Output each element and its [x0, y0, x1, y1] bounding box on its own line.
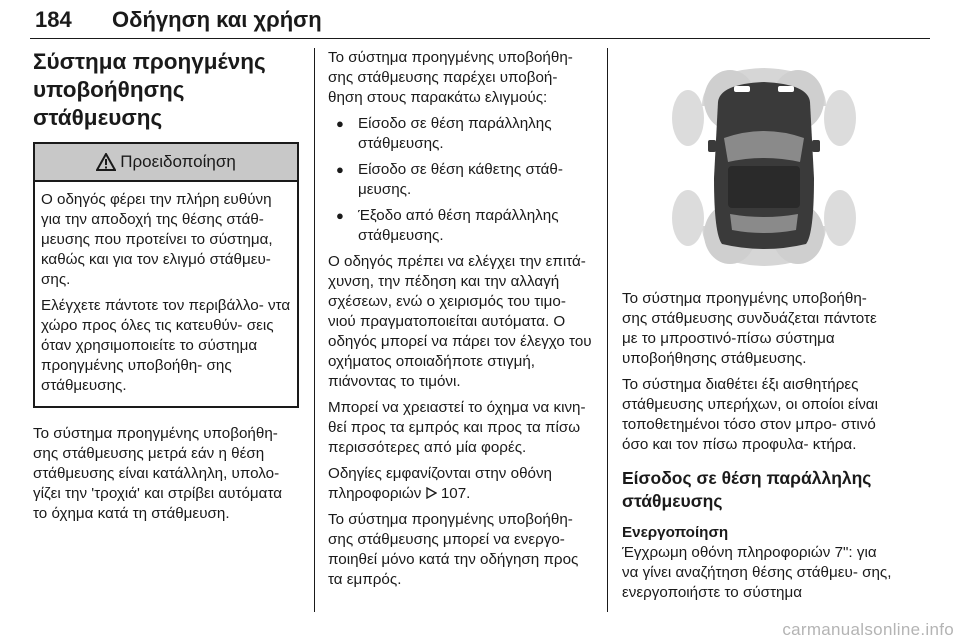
body-paragraph: Το σύστημα προηγμένης υποβοήθη- σης στάθμευσης μπορεί να ενεργο- ποιηθεί μόνο κατά την οδήγηση προς τα εμπρός. — [328, 511, 579, 588]
body-paragraph: Το σύστημα προηγμένης υποβοήθη- σης στάθμευσης συνδυάζεται πάντοτε με το μπροστινό-πίσω σύστημα υποβοήθησης στάθμευσης. — [622, 290, 877, 367]
body-paragraph: Ο οδηγός πρέπει να ελέγχει την επιτά- χυνση, την πέδηση και την αλλαγή σχέσεων, ενώ ο χειρισμός του τιμο- νιού πραγματοποιείται αυτόματα. Ο οδηγός μπορεί να πάρει τον έλεγχο του οχήματος οποιαδήποτε στιγμή, πιάνοντας το τιμόνι. — [328, 253, 592, 390]
warning-paragraph: Ελέγχετε πάντοτε τον περιβάλλο- ντα χώρο προς όλες τις κατευθύν- σεις όταν χρησιμοποιείτε το σύστημα προηγμένης υποβοήθη- σης στάθμευσης. — [41, 297, 291, 394]
list-item: ● Έξοδο από θέση παράλληλης στάθμευσης. — [328, 206, 592, 246]
list-item: ● Είσοδο σε θέση παράλληλης στάθμευσης. — [328, 114, 592, 154]
column-2 — [328, 48, 592, 596]
column-3 — [622, 289, 892, 609]
warning-paragraph: Ο οδηγός φέρει την πλήρη ευθύνη για την αποδοχή της θέσης στάθ- μευσης που προτείνει το σύστημα, καθώς και για τον ελιγμό στάθμευ- σης. — [41, 191, 273, 288]
maneuver-list — [328, 114, 592, 246]
page-reference-link[interactable]: 107. — [440, 485, 471, 502]
warning-box — [33, 142, 299, 408]
intro-paragraph: Το σύστημα προηγμένης υποβοήθη- σης στάθμευσης παρέχει υποβοή- θηση στους παρακάτω ελιγμούς: — [328, 49, 573, 106]
running-title: Οδήγηση και χρήση — [112, 7, 322, 32]
subsection-title: Είσοδος σε θέση παράλληλης στάθμευσης — [622, 468, 872, 511]
warning-body — [35, 182, 297, 406]
body-paragraph-reference — [328, 464, 592, 504]
minor-title: Ενεργοποίηση — [622, 524, 729, 541]
watermark: carmanualsonline.info — [782, 620, 954, 639]
body-paragraph: Έγχρωμη οθόνη πληροφοριών 7": για να γίνει αναζήτηση θέσης στάθμευ- σης, ενεργοποιήστε το σύστημα — [622, 544, 892, 601]
column-1 — [33, 48, 299, 530]
body-paragraph: Μπορεί να χρειαστεί το όχημα να κινη- θεί προς τα εμπρός και προς τα πίσω περισσότερες από μία φορές. — [328, 399, 586, 456]
section-title: Σύστημα προηγμένης υποβοήθησης στάθμευσης — [33, 49, 266, 130]
page-reference-triangle-icon[interactable] — [426, 487, 437, 499]
page-header — [30, 5, 930, 39]
column-divider — [607, 48, 608, 612]
body-paragraph: Το σύστημα διαθέτει έξι αισθητήρες στάθμευσης υπερήχων, οι οποίοι είναι τοποθετημένοι τόσο στον μπρο- στινό όσο και τον πίσω προφυλα- κτήρα. — [622, 376, 878, 453]
body-paragraph: Το σύστημα προηγμένης υποβοήθη- σης στάθμευσης μετρά εάν η θέση στάθμευσης είναι κατάλληλη, υπολο- γίζει την 'τροχιά' και στρίβει αυτόματα το όχημα κατά τη στάθμευση. — [33, 425, 283, 522]
warning-triangle-icon — [96, 153, 116, 171]
parking-sensor-figure — [610, 58, 918, 278]
column-divider — [314, 48, 315, 612]
page-number: 184 — [35, 7, 72, 32]
warning-header — [35, 144, 297, 182]
warning-title: Προειδοποίηση — [120, 152, 236, 171]
reference-text: Οδηγίες εμφανίζονται στην οθόνη πληροφοριών — [328, 465, 552, 502]
car-top-view-sensor-zones-icon — [610, 58, 918, 278]
header-rule — [30, 38, 930, 39]
list-item: ● Είσοδο σε θέση κάθετης στάθ- μευσης. — [328, 160, 592, 200]
